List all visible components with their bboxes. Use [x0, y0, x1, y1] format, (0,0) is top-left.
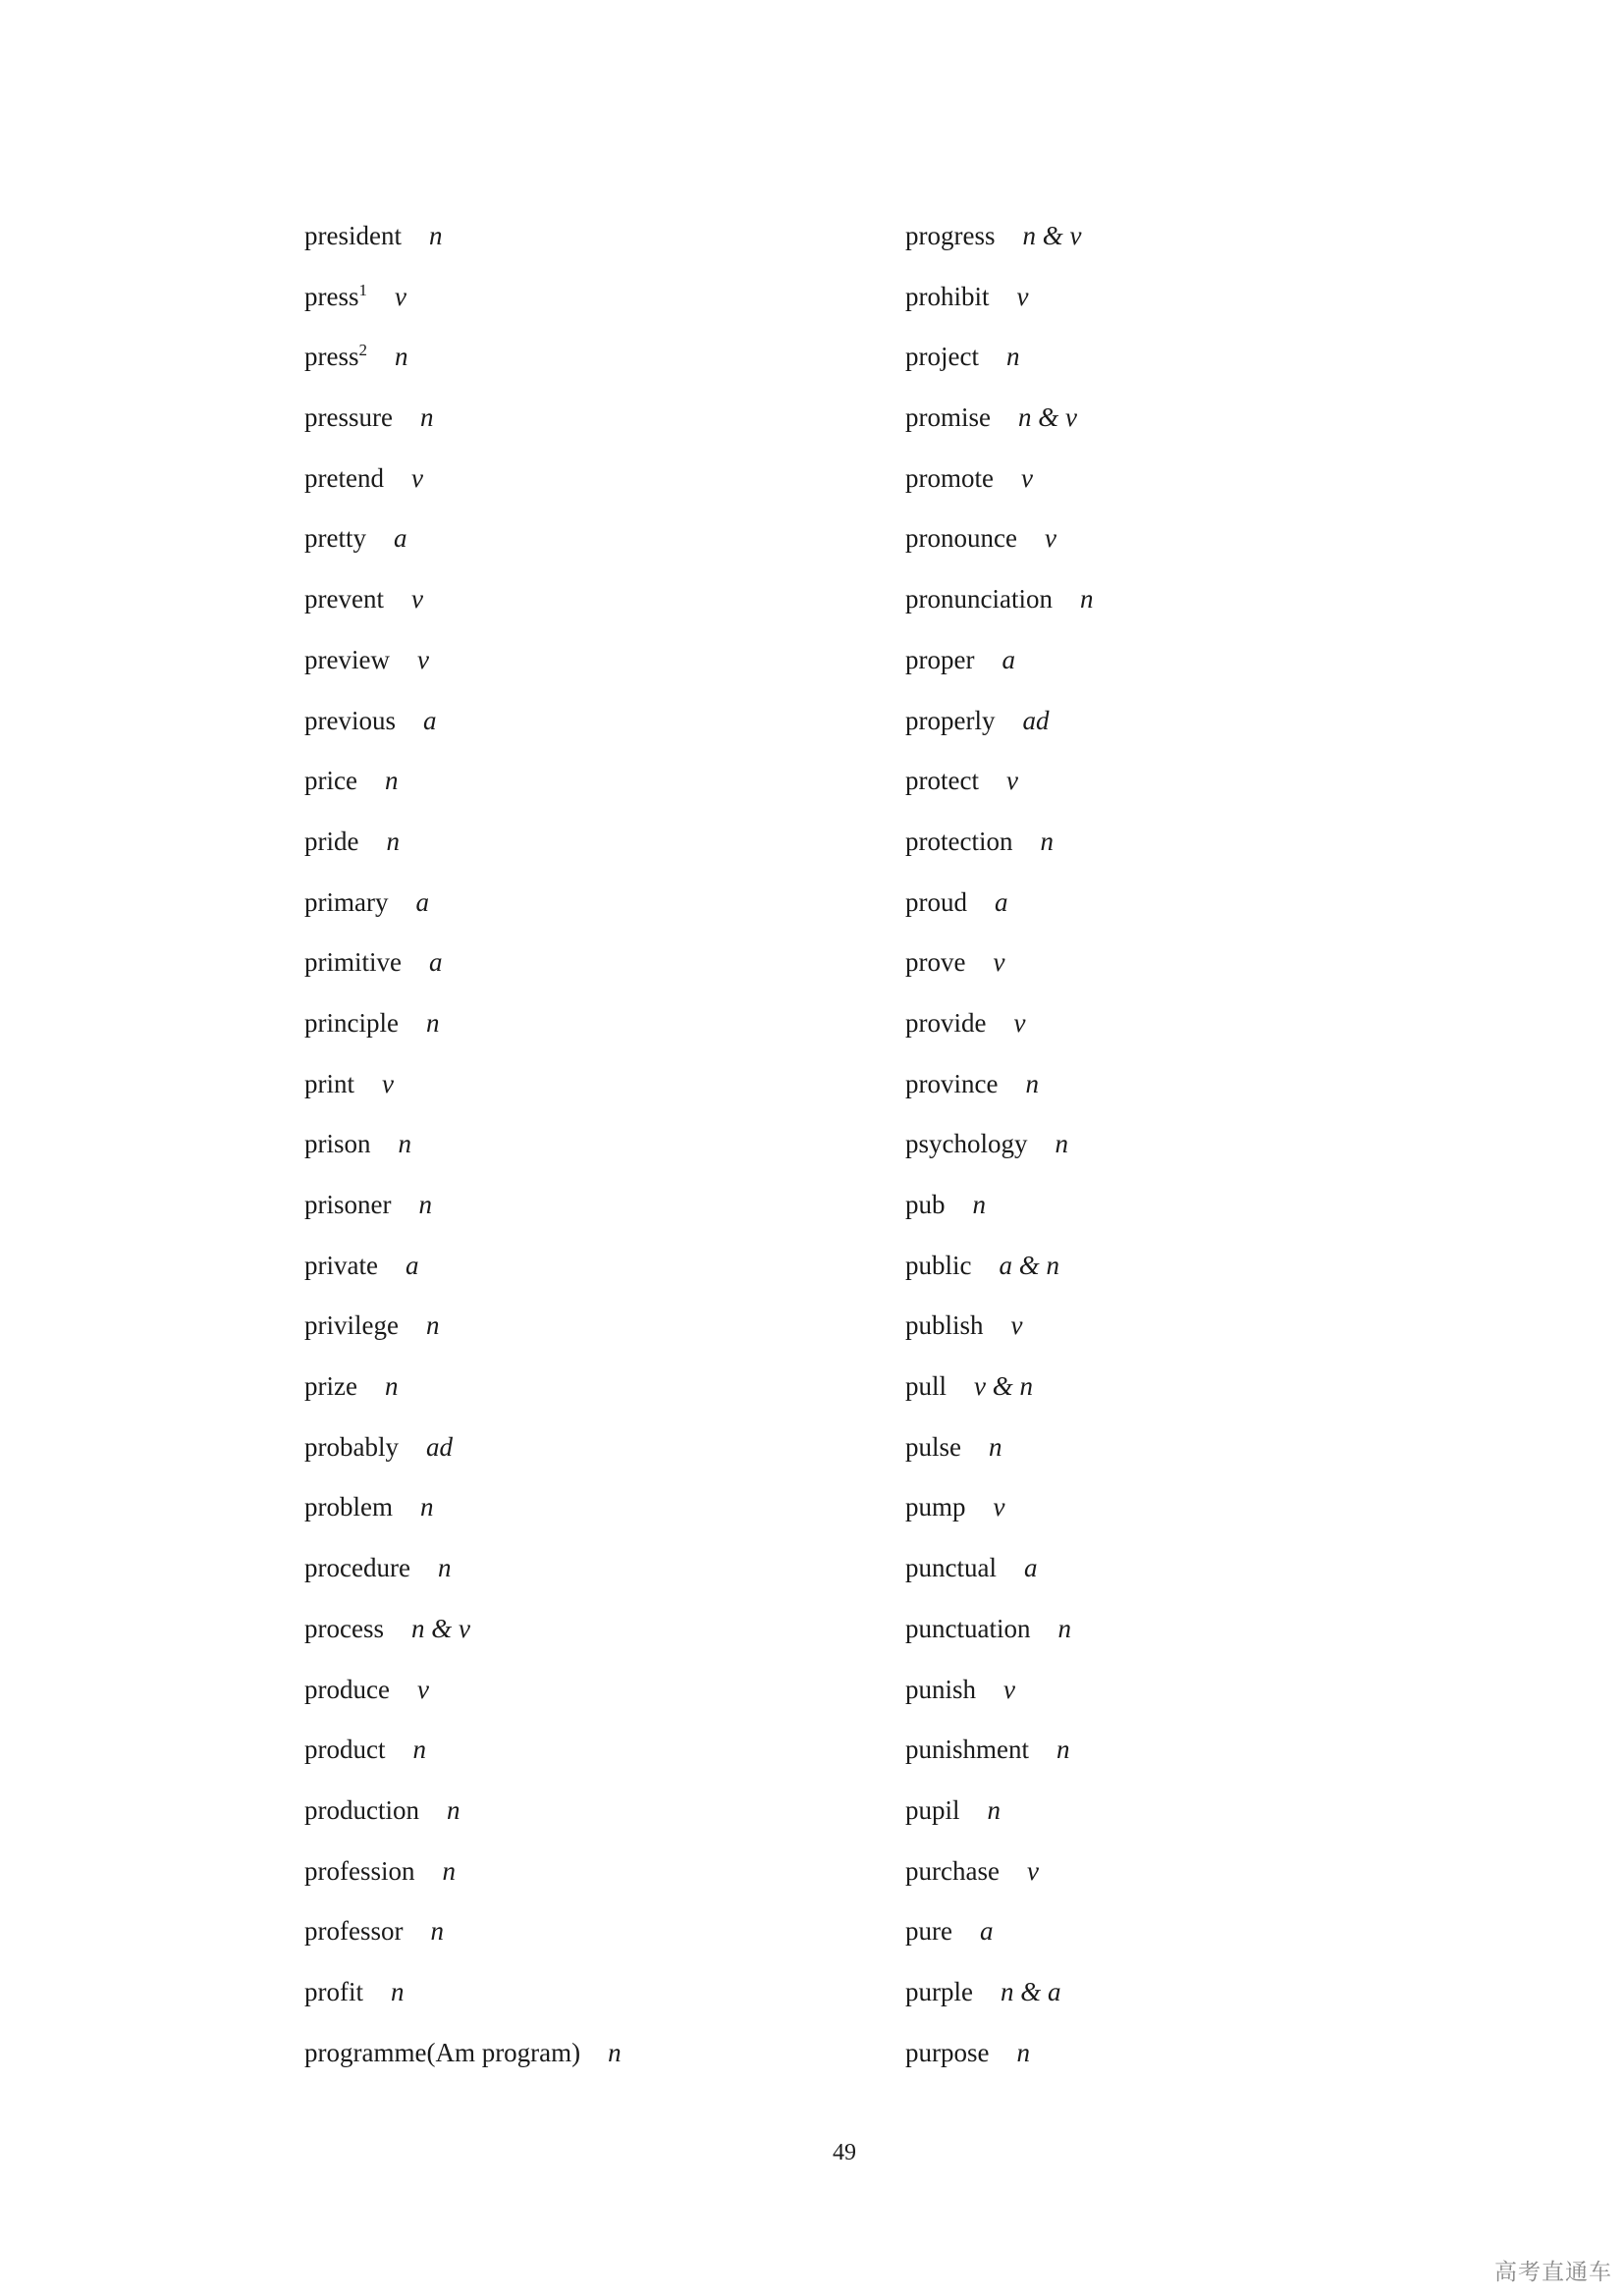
vocab-entry [905, 1607, 1093, 1668]
part-of-speech: a [405, 1250, 419, 1280]
vocab-word: protect [905, 766, 979, 796]
part-of-speech: n [428, 221, 443, 250]
part-of-speech: a [1023, 1553, 1038, 1583]
vocab-word: punishment [905, 1735, 1029, 1765]
part-of-speech: ad [425, 1431, 453, 1462]
vocab-word: product [304, 1735, 386, 1765]
part-of-speech: n [1025, 1068, 1039, 1098]
vocab-word: pressure [304, 402, 393, 433]
vocab-word: proud [905, 886, 967, 917]
part-of-speech: n & v [1018, 402, 1077, 433]
part-of-speech: v [382, 1068, 394, 1098]
vocab-entry [304, 456, 622, 517]
vocab-word: pump [905, 1492, 966, 1522]
vocab-word: province [905, 1068, 999, 1098]
part-of-speech: a [995, 886, 1008, 917]
vocab-word: provide [905, 1007, 987, 1038]
vocab-word: profit [304, 1976, 363, 2006]
vocab-word: prison [304, 1129, 371, 1159]
vocab-entry [905, 1304, 1093, 1364]
word-list-right-column [905, 214, 1093, 2091]
part-of-speech: n [419, 402, 434, 433]
vocab-entry [304, 577, 622, 638]
vocab-word: preview [304, 644, 390, 674]
vocab-entry [304, 820, 622, 881]
part-of-speech: a [979, 1916, 994, 1947]
part-of-speech: v & n [974, 1371, 1034, 1402]
vocab-entry [905, 1062, 1093, 1123]
part-of-speech: v [1003, 1674, 1015, 1704]
vocab-entry [905, 1244, 1093, 1305]
vocab-entry [905, 1970, 1093, 2031]
vocab-word: public [905, 1250, 972, 1280]
part-of-speech: v [410, 462, 423, 493]
vocab-word: pronounce [905, 523, 1017, 554]
vocab-entry [905, 214, 1093, 275]
part-of-speech: v [1020, 462, 1033, 493]
part-of-speech: n [419, 1492, 434, 1522]
vocab-entry [905, 275, 1093, 336]
vocab-word: pure [905, 1916, 952, 1947]
vocab-entry [905, 1849, 1093, 1910]
vocab-entry [304, 1304, 622, 1364]
part-of-speech: v [395, 281, 406, 311]
vocab-word: profession [304, 1855, 415, 1886]
part-of-speech: v [1016, 281, 1029, 311]
vocab-word: president [304, 221, 402, 250]
part-of-speech: v [410, 584, 423, 614]
vocab-word: proper [905, 644, 975, 674]
vocab-entry [304, 699, 622, 760]
vocab-entry [905, 456, 1093, 517]
vocab-entry [905, 1668, 1093, 1729]
part-of-speech: n [425, 1310, 440, 1341]
vocab-word: previous [304, 705, 396, 735]
part-of-speech: a [415, 886, 429, 917]
part-of-speech: n [425, 1007, 440, 1038]
part-of-speech: n [437, 1553, 452, 1583]
part-of-speech: v [1013, 1007, 1026, 1038]
vocab-entry [304, 1849, 622, 1910]
part-of-speech: n [391, 1976, 405, 2006]
vocab-entry [905, 881, 1093, 941]
vocab-entry [304, 1122, 622, 1183]
page-number: 49 [833, 2140, 856, 2165]
homograph-number: 2 [358, 341, 367, 360]
part-of-speech: n [608, 2037, 622, 2067]
word-list-left-column [304, 214, 622, 2091]
part-of-speech: v [416, 1674, 429, 1704]
part-of-speech: n [1079, 584, 1094, 614]
vocab-entry [905, 638, 1093, 699]
part-of-speech: n [1040, 826, 1054, 856]
vocab-entry [304, 2031, 622, 2092]
part-of-speech: v [993, 947, 1005, 978]
vocab-entry [905, 940, 1093, 1001]
part-of-speech: n [395, 342, 408, 372]
part-of-speech: a [428, 947, 443, 978]
vocab-entry [304, 516, 622, 577]
vocab-word: publish [905, 1310, 984, 1341]
vocab-entry [905, 1485, 1093, 1546]
vocab-word: project [905, 342, 979, 372]
part-of-speech: a [422, 705, 437, 735]
vocab-word: punish [905, 1674, 977, 1704]
vocab-entry [304, 1607, 622, 1668]
vocab-word: private [304, 1250, 378, 1280]
vocab-word: punctual [905, 1553, 997, 1583]
vocab-word: prize [304, 1371, 357, 1402]
vocab-entry [304, 1364, 622, 1425]
part-of-speech: n [442, 1855, 456, 1886]
vocab-word: pretend [304, 462, 384, 493]
vocab-word: programme(Am program) [304, 2037, 581, 2067]
vocab-word: promote [905, 462, 994, 493]
homograph-number: 1 [358, 280, 367, 299]
part-of-speech: a [1001, 644, 1015, 674]
part-of-speech: v [416, 644, 429, 674]
vocab-entry [304, 275, 622, 336]
vocab-entry [304, 1183, 622, 1244]
vocab-word: privilege [304, 1310, 399, 1341]
part-of-speech: n & v [1022, 221, 1082, 250]
vocab-entry [304, 396, 622, 456]
vocab-entry [905, 335, 1093, 396]
part-of-speech: ad [1022, 705, 1050, 735]
vocab-entry [304, 1970, 622, 2031]
vocab-entry [304, 1546, 622, 1607]
vocab-word: psychology [905, 1129, 1028, 1159]
vocab-entry [905, 1789, 1093, 1849]
vocab-entry [304, 1001, 622, 1062]
vocab-word: progress [905, 221, 996, 250]
vocab-word: probably [304, 1431, 399, 1462]
vocab-entry [304, 1244, 622, 1305]
vocab-word: professor [304, 1916, 404, 1947]
part-of-speech: n [430, 1916, 444, 1947]
part-of-speech: a [393, 523, 407, 554]
vocab-word: prisoner [304, 1190, 392, 1219]
vocab-word: pub [905, 1190, 946, 1219]
part-of-speech: n [412, 1735, 426, 1765]
watermark: 高考直通车 [1494, 2260, 1612, 2285]
vocab-word: primary [304, 886, 389, 917]
vocab-word: pronunciation [905, 584, 1053, 614]
part-of-speech: v [1026, 1855, 1039, 1886]
vocab-word: pretty [304, 523, 366, 554]
vocab-entry [905, 820, 1093, 881]
vocab-word: purchase [905, 1855, 1000, 1886]
vocab-entry [905, 1183, 1093, 1244]
vocab-entry [304, 940, 622, 1001]
vocab-word: purple [905, 1976, 973, 2006]
vocab-entry [304, 1909, 622, 1970]
vocab-entry [304, 1789, 622, 1849]
vocab-entry [905, 1001, 1093, 1062]
vocab-word: press [304, 342, 359, 372]
part-of-speech: n [398, 1129, 411, 1159]
part-of-speech: n [987, 1794, 1001, 1825]
vocab-word: protection [905, 826, 1013, 856]
vocab-entry [905, 577, 1093, 638]
vocab-word: pulse [905, 1431, 961, 1462]
vocab-word: primitive [304, 947, 402, 978]
part-of-speech: n [384, 766, 399, 796]
vocab-word: price [304, 766, 357, 796]
part-of-speech: v [1005, 766, 1018, 796]
vocab-entry [304, 881, 622, 941]
part-of-speech: v [1044, 523, 1056, 554]
part-of-speech: n & a [1000, 1976, 1061, 2006]
part-of-speech: n [1005, 342, 1020, 372]
part-of-speech: n [1057, 1613, 1071, 1643]
vocab-word: press [304, 281, 359, 311]
vocab-word: punctuation [905, 1613, 1031, 1643]
vocab-entry [304, 1062, 622, 1123]
vocab-word: principle [304, 1007, 399, 1038]
vocab-word: prevent [304, 584, 384, 614]
vocab-entry [905, 759, 1093, 820]
vocab-entry [304, 1485, 622, 1546]
vocab-entry [304, 335, 622, 396]
vocab-word: promise [905, 402, 991, 433]
vocab-word: procedure [304, 1553, 410, 1583]
vocab-word: purpose [905, 2037, 990, 2067]
part-of-speech: a & n [999, 1250, 1060, 1280]
vocab-word: pride [304, 826, 359, 856]
vocab-entry [304, 759, 622, 820]
vocab-entry [905, 1122, 1093, 1183]
vocab-entry [905, 1425, 1093, 1486]
part-of-speech: n & v [410, 1613, 470, 1643]
part-of-speech: n [446, 1794, 460, 1825]
vocab-word: properly [905, 705, 996, 735]
vocab-word: print [304, 1068, 354, 1098]
vocab-entry [905, 1546, 1093, 1607]
part-of-speech: v [993, 1492, 1005, 1522]
part-of-speech: n [972, 1190, 986, 1219]
vocab-word: pupil [905, 1794, 960, 1825]
part-of-speech: n [1055, 1129, 1068, 1159]
vocab-word: process [304, 1613, 384, 1643]
vocab-entry [905, 2031, 1093, 2092]
vocab-word: production [304, 1794, 419, 1825]
vocab-entry [905, 1909, 1093, 1970]
vocab-word: prove [905, 947, 966, 978]
vocab-word: produce [304, 1674, 390, 1704]
part-of-speech: n [989, 1431, 1002, 1462]
vocab-word: problem [304, 1492, 393, 1522]
part-of-speech: n [1056, 1735, 1070, 1765]
vocab-entry [905, 1364, 1093, 1425]
vocab-entry [304, 638, 622, 699]
part-of-speech: v [1010, 1310, 1023, 1341]
part-of-speech: n [386, 826, 400, 856]
vocab-entry [905, 699, 1093, 760]
vocab-entry [905, 396, 1093, 456]
vocab-entry [905, 1728, 1093, 1789]
vocab-entry [304, 1668, 622, 1729]
part-of-speech: n [384, 1371, 399, 1402]
vocab-entry [304, 1425, 622, 1486]
part-of-speech: n [1016, 2037, 1030, 2067]
part-of-speech: n [418, 1190, 432, 1219]
vocab-entry [304, 214, 622, 275]
vocab-entry [304, 1728, 622, 1789]
vocab-word: pull [905, 1371, 947, 1402]
vocab-word: prohibit [905, 281, 990, 311]
vocab-entry [905, 516, 1093, 577]
